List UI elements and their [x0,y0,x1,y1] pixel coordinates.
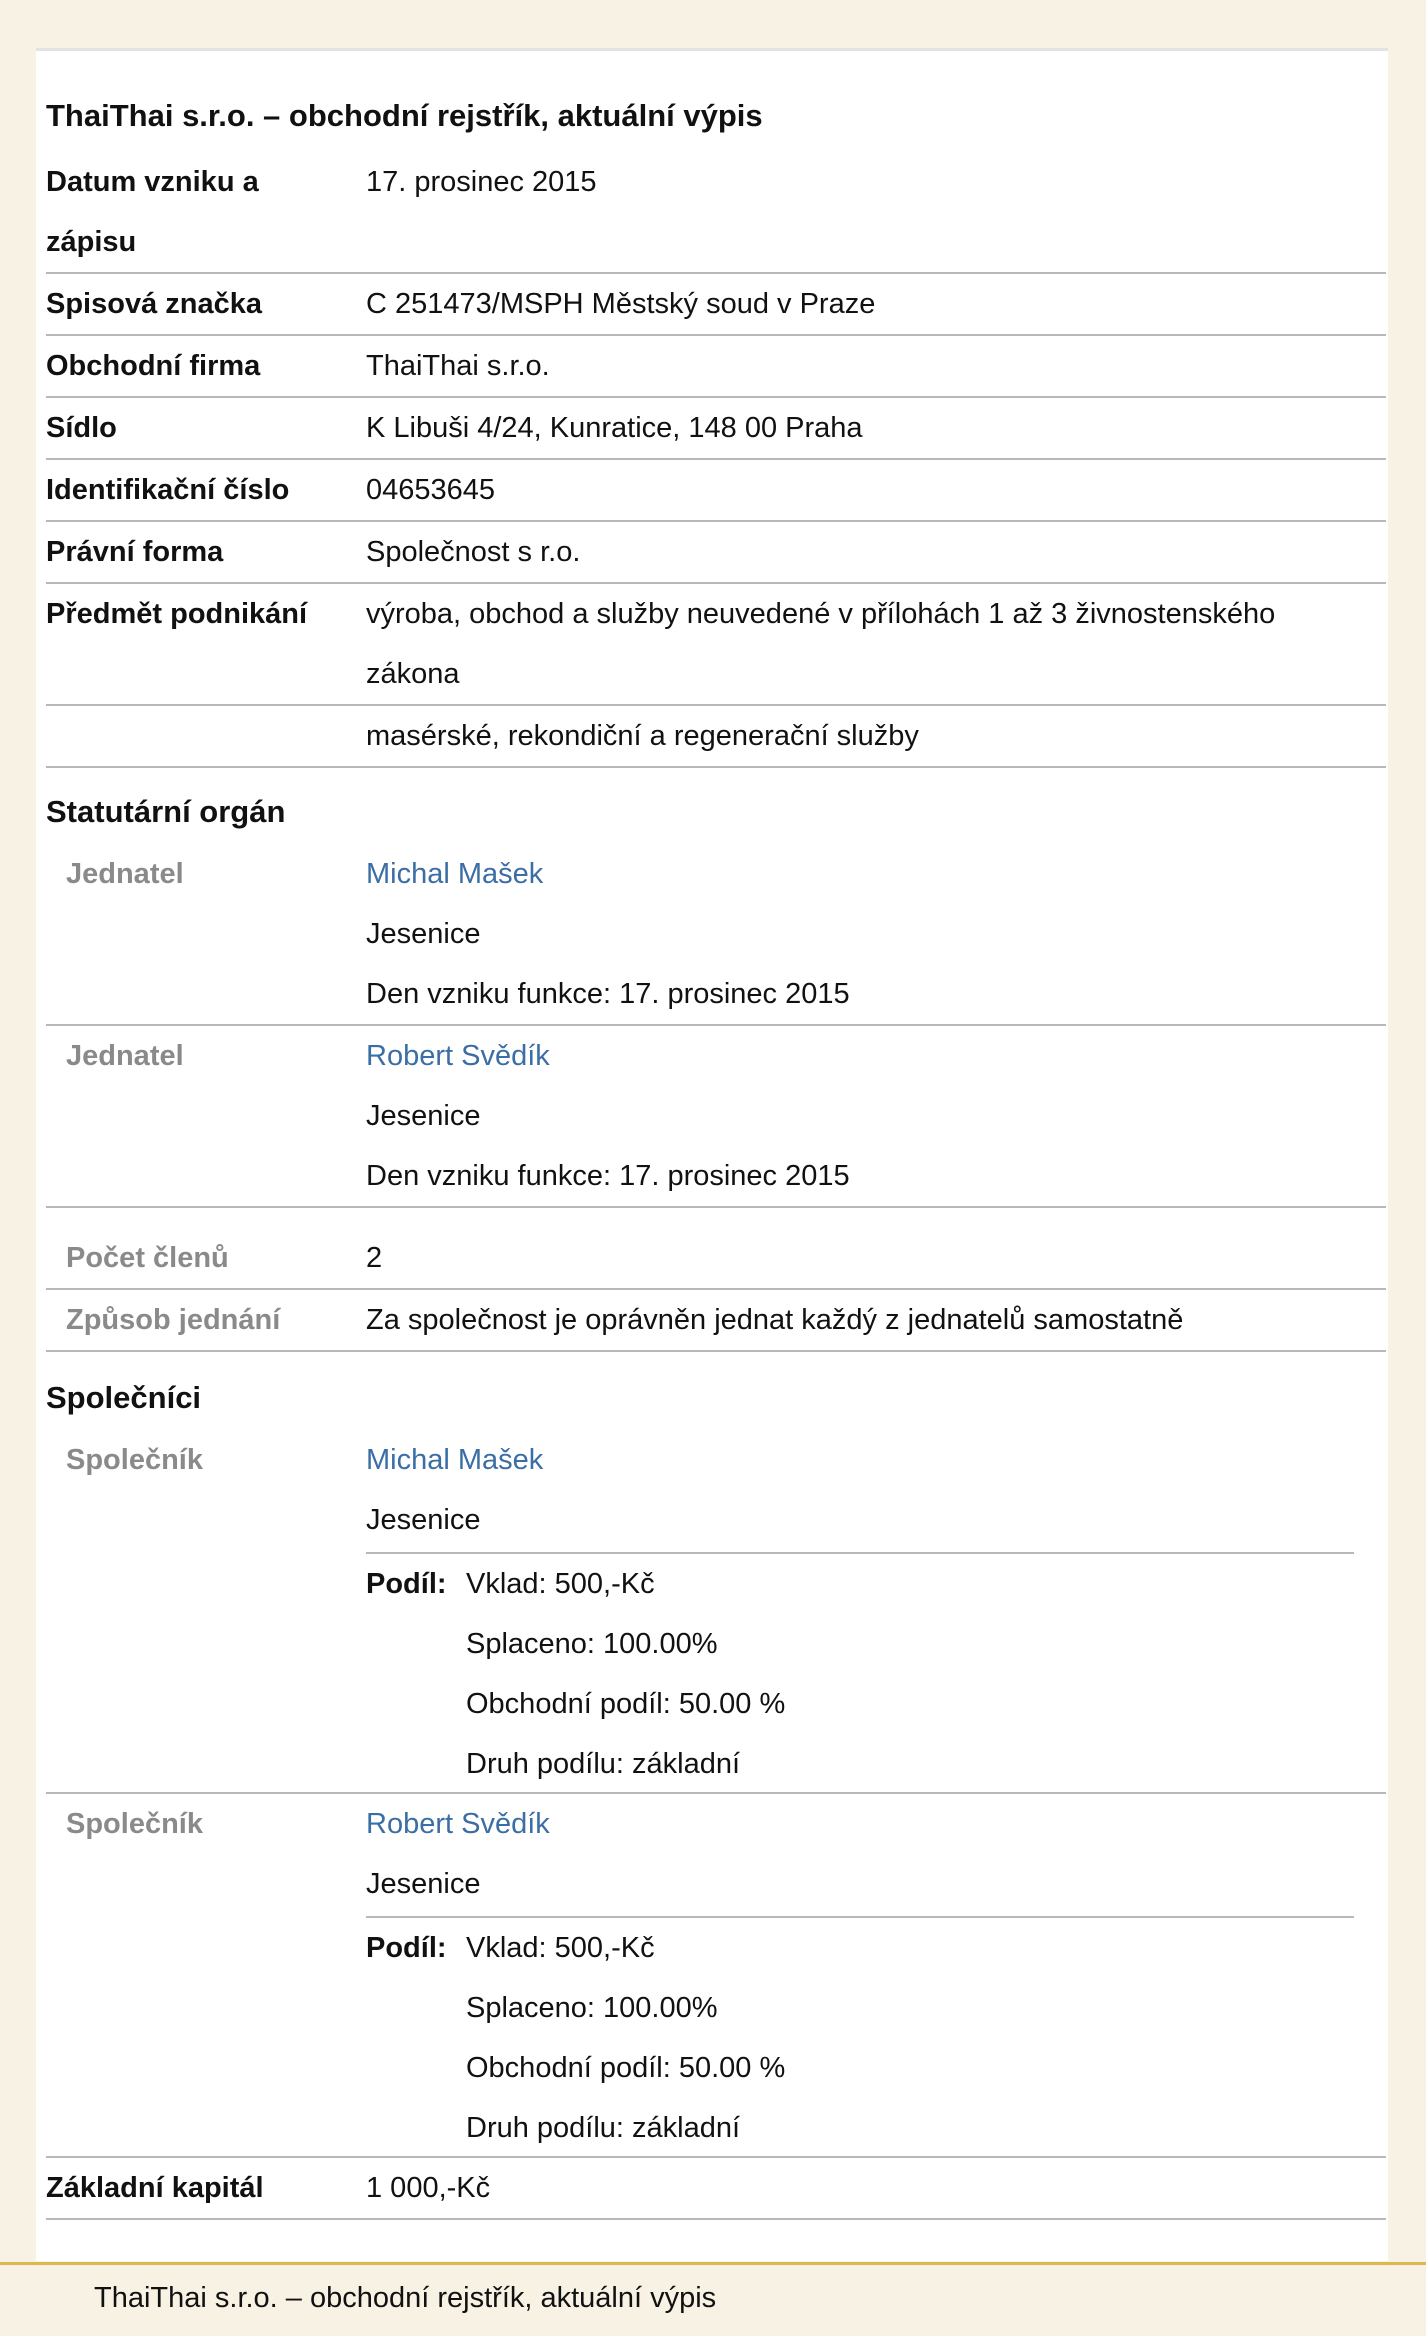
link-person-robert-svedik[interactable]: Robert Svědík [366,1040,550,1072]
label-predmet-podnikani: Předmět podnikání [46,598,308,630]
value-splaceno: Splaceno: 100.00% [466,1628,718,1660]
row-spisova-znacka [46,274,1386,336]
value-pravni-forma: Společnost s r.o. [366,536,581,568]
label-podil: Podíl: [366,1932,447,1964]
value-jednatel-place: Jesenice [366,1100,481,1132]
label-jednatel: Jednatel [66,858,184,890]
value-sidlo: K Libuši 4/24, Kunratice, 148 00 Praha [366,412,863,444]
value-jednatel-since: Den vzniku funkce: 17. prosinec 2015 [366,1160,850,1192]
value-jednatel-place: Jesenice [366,918,481,950]
row-jednatel-1 [46,844,1386,1026]
label-obchodni-firma: Obchodní firma [46,350,261,382]
podil-details [466,1918,785,2158]
value-predmet-line2: zákona [366,658,460,690]
link-person-michal-masek[interactable]: Michal Mašek [366,858,544,890]
value-spolecnik-place: Jesenice [366,1504,481,1536]
row-obchodni-firma [46,336,1386,398]
row-predmet-podnikani [46,584,1386,706]
label-zpusob-jednani: Způsob jednání [66,1304,281,1336]
row-zakladni-kapital [46,2158,1386,2220]
link-person-michal-masek[interactable]: Michal Mašek [366,1444,544,1476]
value-jednatel-since: Den vzniku funkce: 17. prosinec 2015 [366,978,850,1010]
link-person-robert-svedik[interactable]: Robert Svědík [366,1808,550,1840]
row-predmet-podnikani-2 [46,706,1386,768]
value-obchodni-firma: ThaiThai s.r.o. [366,350,550,382]
section-statutarni-organ: Statutární orgán [46,794,286,829]
label-jednatel: Jednatel [66,1040,184,1072]
label-spolecnik: Společník [66,1808,203,1840]
label-sidlo: Sídlo [46,412,117,444]
value-datum-vzniku: 17. prosinec 2015 [366,166,597,198]
row-identifikacni-cislo [46,460,1386,522]
row-pravni-forma [46,522,1386,584]
section-spolecnici: Společníci [46,1380,202,1415]
value-splaceno: Splaceno: 100.00% [466,1992,718,2024]
row-pocet-clenu [46,1228,1386,1290]
value-obchodni-podil: Obchodní podíl: 50.00 % [466,1688,786,1720]
label-pocet-clenu: Počet členů [66,1242,229,1274]
value-pocet-clenu: 2 [366,1242,383,1274]
footer-title: ThaiThai s.r.o. – obchodní rejstřík, aktuální výpis [94,2282,717,2314]
label-datum-vzniku [46,152,259,272]
footer-divider [0,2262,1426,2265]
label-pravni-forma: Právní forma [46,536,224,568]
podil-details [466,1554,785,1794]
label-zakladni-kapital: Základní kapitál [46,2172,264,2204]
value-vklad: Vklad: 500,-Kč [466,1932,655,1964]
value-vklad: Vklad: 500,-Kč [466,1568,655,1600]
label-spolecnik: Společník [66,1444,203,1476]
row-datum-vzniku [46,152,1386,274]
label-datum-line1: Datum vzniku a [46,166,259,198]
value-spolecnik-place: Jesenice [366,1868,481,1900]
value-predmet-line1: výroba, obchod a služby neuvedené v přílohách 1 až 3 živnostenského [366,598,1276,630]
row-sidlo [46,398,1386,460]
label-spisova-znacka: Spisová značka [46,288,262,320]
value-zakladni-kapital: 1 000,-Kč [366,2172,491,2204]
page-title: ThaiThai s.r.o. – obchodní rejstřík, aktuální výpis [46,98,763,133]
value-zpusob-jednani: Za společnost je oprávněn jednat každý z jednatelů samostatně [366,1304,1184,1336]
row-zpusob-jednani [46,1290,1386,1352]
value-obchodni-podil: Obchodní podíl: 50.00 % [466,2052,786,2084]
value-druh-podilu: Druh podílu: základní [466,2112,741,2144]
value-predmet-2: masérské, rekondiční a regenerační služby [366,720,919,752]
label-identifikacni-cislo: Identifikační číslo [46,474,290,506]
label-datum-line2: zápisu [46,226,137,258]
row-jednatel-2 [46,1026,1386,1208]
value-druh-podilu: Druh podílu: základní [466,1748,741,1780]
value-identifikacni-cislo: 04653645 [366,474,496,506]
label-podil: Podíl: [366,1568,447,1600]
value-spisova-znacka: C 251473/MSPH Městský soud v Praze [366,288,876,320]
